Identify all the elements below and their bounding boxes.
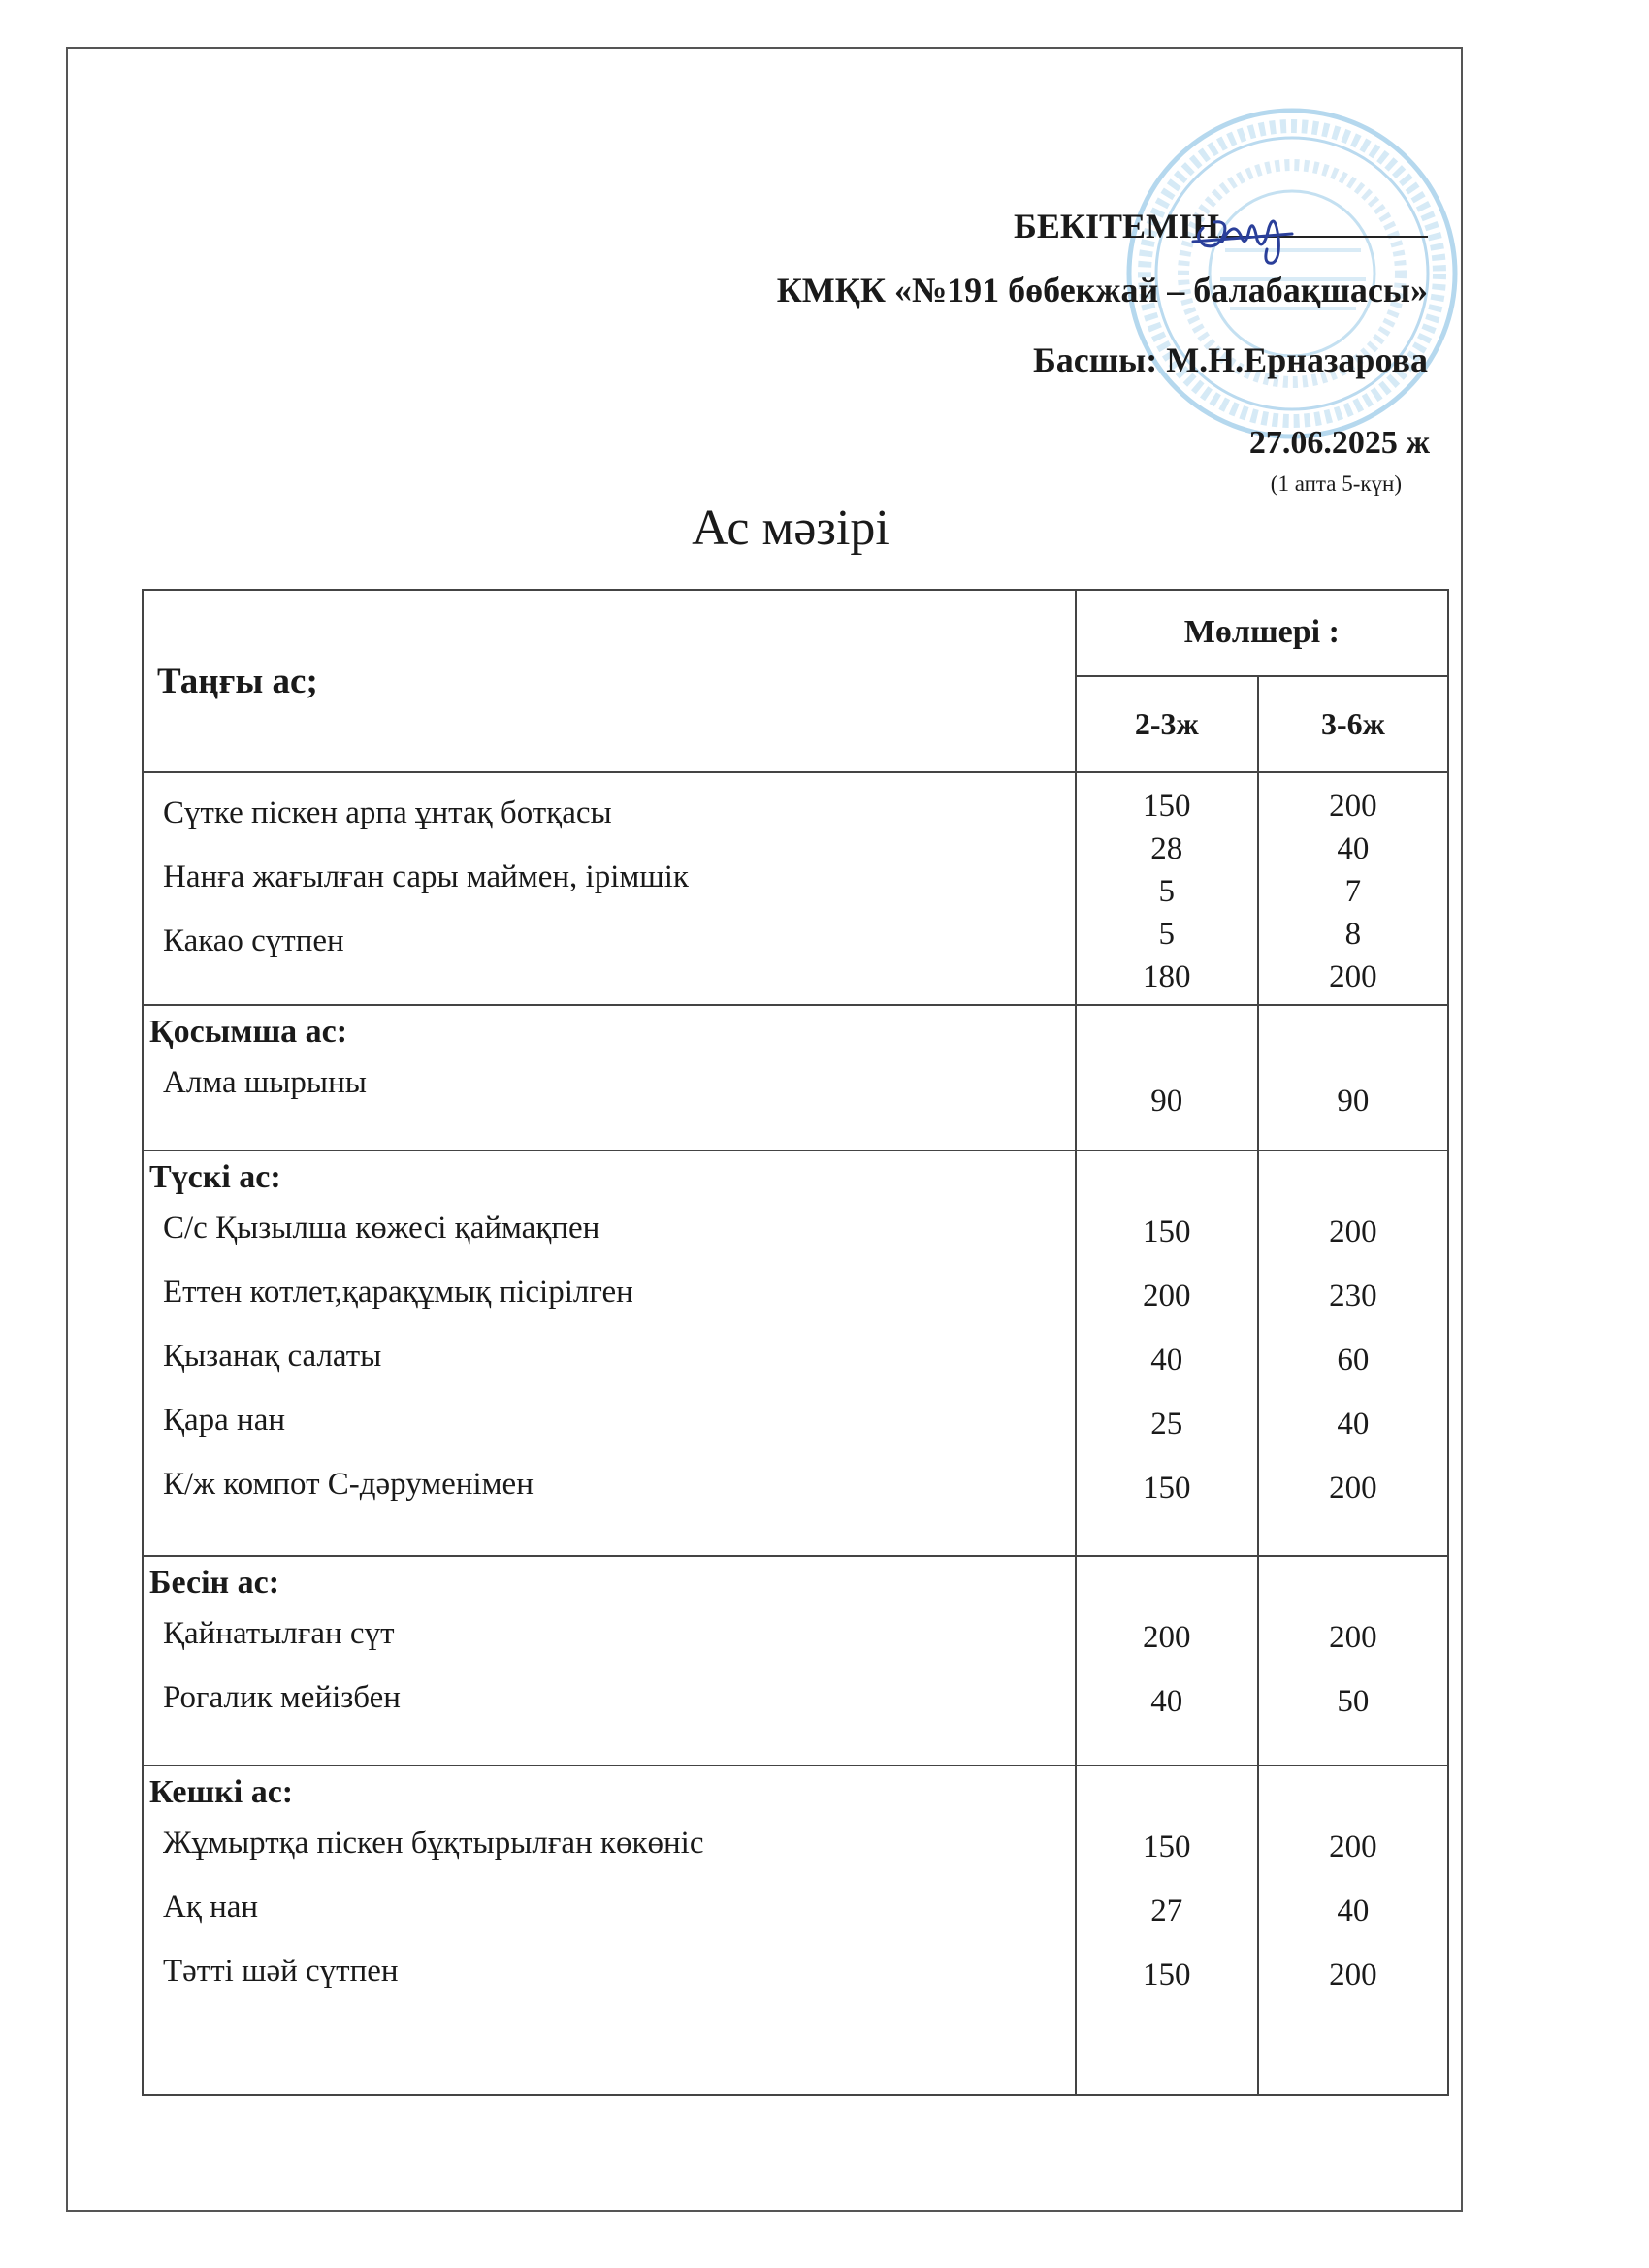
amount: 200: [1329, 1620, 1377, 1655]
afternoon-amounts-2-3: [1076, 1556, 1258, 1766]
amount: 150: [1143, 1471, 1191, 1506]
age-group-3-6: 3-6ж: [1258, 676, 1448, 772]
dinner-title: Кешкі ас:: [149, 1774, 294, 1810]
amount: 200: [1143, 1620, 1191, 1655]
dinner-amounts-3-6: [1258, 1766, 1448, 2095]
amount: 40: [1337, 1894, 1370, 1928]
menu-date: 27.06.2025 ж: [1248, 425, 1430, 461]
amount: 200: [1329, 1830, 1377, 1864]
breakfast-row: [143, 772, 1448, 1005]
menu-table: [142, 589, 1449, 2096]
amount: 200: [1329, 789, 1377, 824]
lunch-amounts-2-3: [1076, 1150, 1258, 1556]
signature: [1185, 199, 1302, 267]
list-item: Алма шырыны: [163, 1065, 367, 1100]
list-item: Жұмыртқа піскен бұқтырылған көкөніс: [163, 1826, 704, 1861]
lunch-items: [143, 1150, 1076, 1556]
amount: 25: [1150, 1407, 1183, 1442]
list-item: К/ж компот С-дәруменімен: [163, 1467, 534, 1502]
breakfast-items: [143, 772, 1076, 1005]
afternoon-amounts-3-6: [1258, 1556, 1448, 1766]
breakfast-title: Таңғы ас;: [143, 590, 1076, 772]
list-item: Қызанақ салаты: [163, 1339, 382, 1374]
amount: 150: [1143, 1830, 1191, 1864]
amount: 180: [1143, 959, 1191, 994]
dinner-row: [143, 1766, 1448, 2095]
amount: 200: [1329, 959, 1377, 994]
list-item: Нанға жағылған сары маймен, ірімшік: [163, 859, 689, 894]
list-item: Рогалик мейізбен: [163, 1680, 401, 1715]
snack-title: Қосымша ас:: [149, 1014, 348, 1050]
amount: 7: [1344, 874, 1362, 909]
organization-name: КМҚК «№191 бөбекжай – балабақшасы»: [776, 271, 1428, 309]
dinner-items: [143, 1766, 1076, 2095]
list-item: Қайнатылған сүт: [163, 1616, 395, 1651]
lunch-title: Түскі ас:: [149, 1159, 281, 1195]
list-item: Какао сүтпен: [163, 923, 344, 958]
head-person: Басшы: М.Н.Ерназарова: [1032, 340, 1428, 379]
list-item: Тәтті шәй сүтпен: [163, 1954, 399, 1989]
age-group-2-3: 2-3ж: [1076, 676, 1258, 772]
approve-label: БЕКІТЕМІН: [1014, 207, 1219, 245]
page-title: Ас мәзірі: [692, 501, 889, 556]
list-item: Еттен котлет,қарақұмық пісірілген: [163, 1275, 633, 1310]
snack-amounts-3-6: [1258, 1005, 1448, 1150]
amount: 5: [1158, 917, 1176, 952]
amount: 200: [1329, 1471, 1377, 1506]
afternoon-row: [143, 1556, 1448, 1766]
snack-row: [143, 1005, 1448, 1150]
amount: 230: [1329, 1279, 1377, 1313]
amount: 200: [1143, 1279, 1191, 1313]
amount: 8: [1344, 917, 1362, 952]
amount: 90: [1150, 1084, 1183, 1118]
amount: 28: [1150, 831, 1183, 866]
amount: 40: [1337, 1407, 1370, 1442]
amount: 40: [1337, 831, 1370, 866]
list-item: С/с Қызылша көжесі қаймақпен: [163, 1211, 600, 1246]
list-item: Қара нан: [163, 1403, 286, 1438]
amount-header: Мөлшері :: [1076, 590, 1448, 676]
amount: 150: [1143, 1215, 1191, 1249]
list-item: Сүтке піскен арпа ұнтақ ботқасы: [163, 795, 612, 830]
lunch-amounts-3-6: [1258, 1150, 1448, 1556]
lunch-row: [143, 1150, 1448, 1556]
amount: 5: [1158, 874, 1176, 909]
week-day: (1 апта 5-күн): [1270, 471, 1402, 496]
dinner-amounts-2-3: [1076, 1766, 1258, 2095]
table-header-row: [143, 590, 1448, 676]
amount: 150: [1143, 1958, 1191, 1993]
amount: 150: [1143, 789, 1191, 824]
amount: 27: [1150, 1894, 1183, 1928]
list-item: Ақ нан: [163, 1890, 259, 1925]
amount: 40: [1150, 1684, 1183, 1719]
snack-items: [143, 1005, 1076, 1150]
breakfast-amounts-3-6: [1258, 772, 1448, 1005]
amount: 50: [1337, 1684, 1370, 1719]
snack-amounts-2-3: [1076, 1005, 1258, 1150]
breakfast-amounts-2-3: [1076, 772, 1258, 1005]
afternoon-items: [143, 1556, 1076, 1766]
amount: 200: [1329, 1215, 1377, 1249]
amount: 60: [1337, 1343, 1370, 1377]
amount: 200: [1329, 1958, 1377, 1993]
afternoon-title: Бесін ас:: [149, 1565, 280, 1601]
amount: 90: [1337, 1084, 1370, 1118]
amount: 40: [1150, 1343, 1183, 1377]
